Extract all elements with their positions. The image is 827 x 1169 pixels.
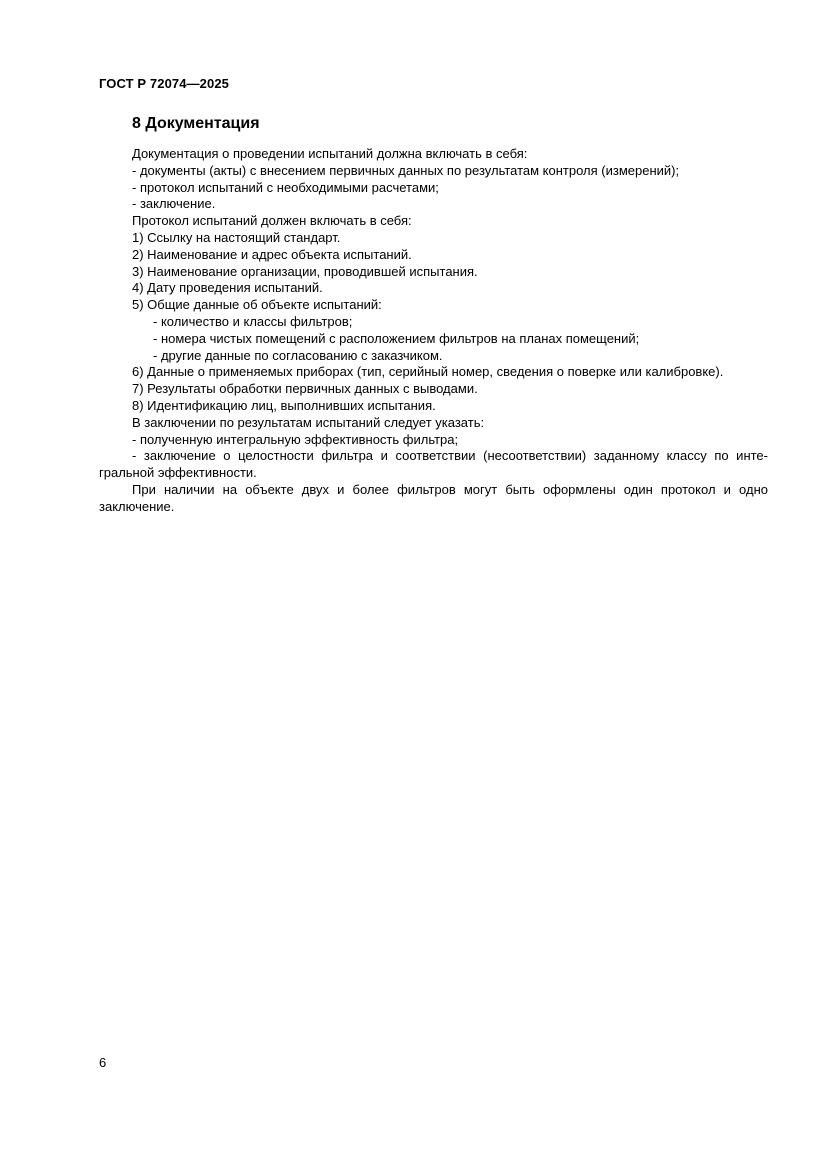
list-item: 3) Наименование организации, проводившей испытания. xyxy=(132,263,478,279)
conclusion-intro: В заключении по результатам испытаний следует указать: xyxy=(132,414,485,430)
list-item: - полученную интегральную эффективность фильтра; xyxy=(132,431,459,447)
list-item: 6) Данные о применяемых приборах (тип, серийный номер, сведения о поверке или калибровке). xyxy=(132,364,724,380)
section-title: 8 Документация xyxy=(132,115,260,132)
list-item: - документы (акты) с внесением первичных данных по результатам контроля (измерений); xyxy=(132,162,680,178)
page-number: 6 xyxy=(99,1055,107,1070)
list-item: - заключение о целостности фильтра и соответствии (несоответствии) заданному классу по инте- xyxy=(132,448,768,464)
list-item: 4) Дату проведения испытаний. xyxy=(132,280,323,296)
list-item: - заключение. xyxy=(132,196,216,212)
list-item: 1) Ссылку на настоящий стандарт. xyxy=(132,229,341,245)
list-item: 8) Идентификацию лиц, выполнивших испытания. xyxy=(132,397,436,413)
sub-list-item: - номера чистых помещений с расположением фильтров на планах помещений; xyxy=(153,330,640,346)
sub-list-item: - количество и классы фильтров; xyxy=(153,313,353,329)
documentation-intro: Документация о проведении испытаний должна включать в себя: xyxy=(132,146,528,161)
list-item-continuation: гральной эффективности. xyxy=(99,465,257,481)
sub-list-item: - другие данные по согласованию с заказчиком. xyxy=(153,347,443,363)
list-item: - протокол испытаний с необходимыми расчетами; xyxy=(132,179,439,195)
list-item: 2) Наименование и адрес объекта испытаний. xyxy=(132,246,412,262)
document-header: ГОСТ Р 72074—2025 xyxy=(99,76,229,91)
list-item: 7) Результаты обработки первичных данных с выводами. xyxy=(132,381,478,397)
section-body xyxy=(99,146,768,516)
list-item: 5) Общие данные об объекте испытаний: xyxy=(132,297,382,313)
protocol-intro: Протокол испытаний должен включать в себя: xyxy=(132,213,412,229)
paragraph-continuation: заключение. xyxy=(99,498,175,514)
paragraph: При наличии на объекте двух и более фильтров могут быть оформлены один протокол и одно xyxy=(132,481,768,497)
